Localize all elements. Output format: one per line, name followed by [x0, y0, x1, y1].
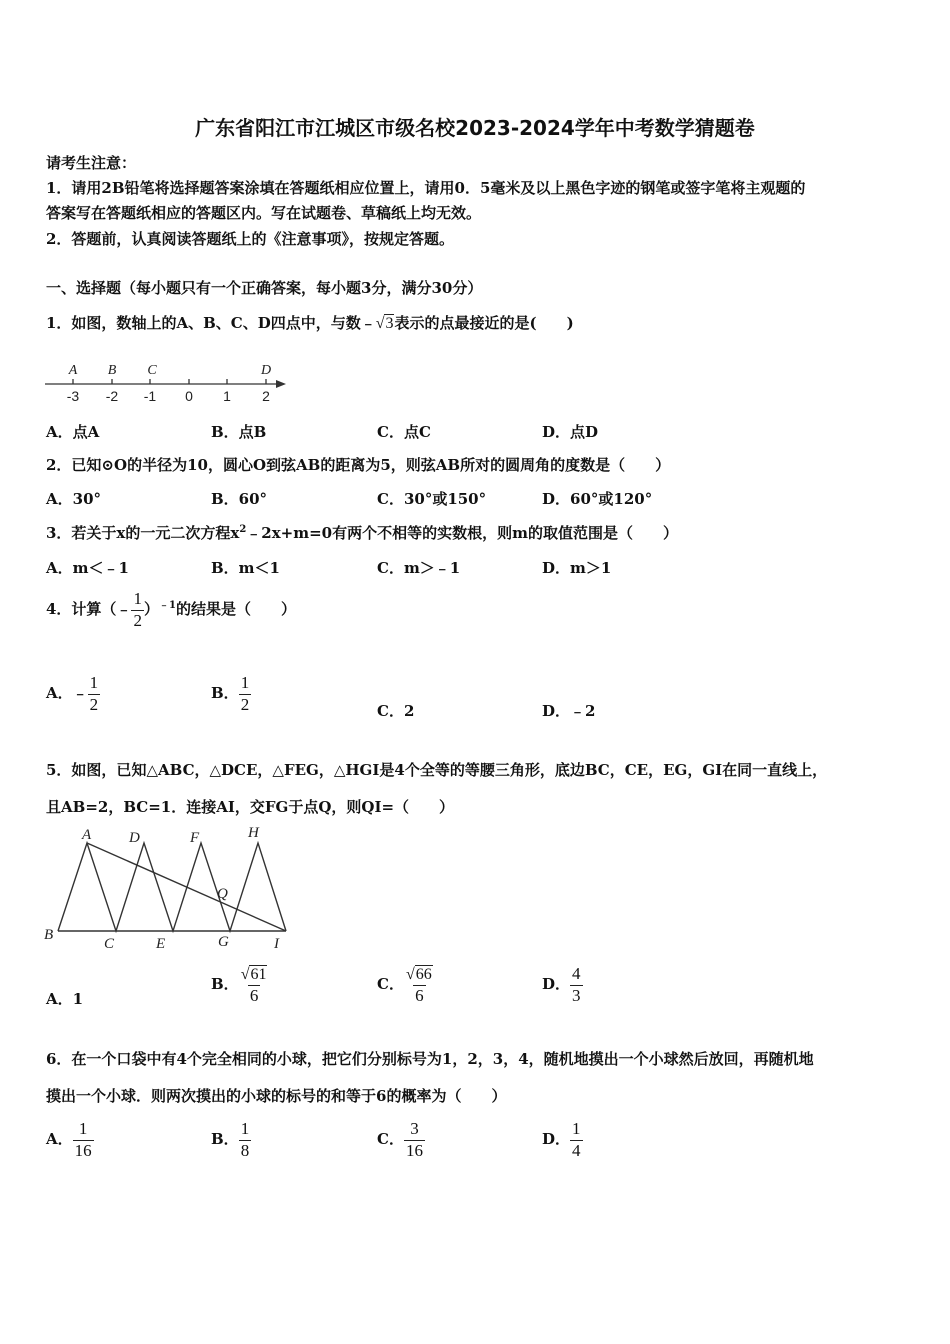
- q1-stem-b: 表示的点最接近的是( ): [394, 314, 574, 332]
- q3-option-d[interactable]: D．m＞1: [542, 559, 612, 577]
- svg-text:A: A: [82, 827, 92, 843]
- q6-option-a[interactable]: A． $\frac{1}{16}$: [46, 1119, 92, 1160]
- question-1-stem: [46, 312, 574, 333]
- tick-label: 1: [223, 388, 231, 404]
- svg-text:F: F: [190, 830, 200, 846]
- triangles-figure: [40, 822, 295, 954]
- question-3-stem: [46, 522, 678, 543]
- q3-stem-a: 3．若关于x的一元二次方程x: [46, 524, 240, 542]
- notice-line-1b: 答案写在答题纸相应的答题区内。写在试题卷、草稿纸上均无效。: [46, 204, 482, 222]
- q2-option-c[interactable]: C．30°或150°: [377, 490, 487, 508]
- point-label: C: [147, 363, 157, 378]
- question-5-stem-line-2: 且AB=2，BC=1．连接AI，交FG于点Q，则QI=（ ）: [46, 798, 455, 816]
- q2-option-b[interactable]: B．60°: [211, 490, 268, 508]
- q1-option-b[interactable]: B．点B: [211, 423, 267, 441]
- q4-option-b[interactable]: B． $\frac{1}{2}$: [211, 673, 250, 714]
- q4-option-c[interactable]: C．2: [377, 702, 415, 720]
- point-label: B: [107, 363, 117, 378]
- svg-text:G: G: [218, 934, 229, 950]
- question-4-stem: [46, 590, 296, 630]
- question-5-stem-line-1: 5．如图，已知△ABC，△DCE，△FEG，△HGI是4个全等的等腰三角形，底边BC，CE，EG，GI在同一直线上，: [46, 761, 828, 779]
- svg-text:I: I: [274, 936, 279, 952]
- q5-option-b[interactable]: B． $\frac{√61}{6}$: [211, 966, 267, 1005]
- q4-stem-b: ）: [143, 600, 159, 619]
- q3-superscript: 2: [239, 524, 247, 535]
- q1-option-c[interactable]: C．点C: [377, 423, 431, 441]
- q2-option-d[interactable]: D．60°或120°: [542, 490, 653, 508]
- q1-stem-a: 1．如图，数轴上的A、B、C、D四点中，与数﹣: [46, 314, 376, 332]
- notice-line-1: 1．请用2B铅笔将选择题答案涂填在答题纸相应位置上，请用0．5毫米及以上黑色字迹的钢笔或签字笔将主观题的: [46, 179, 806, 197]
- tick-label: -3: [66, 388, 80, 404]
- q6-option-c[interactable]: C． $\frac{3}{16}$: [377, 1119, 423, 1160]
- q3-option-a[interactable]: A．m＜﹣1: [46, 559, 129, 577]
- q1-option-a[interactable]: A．点A: [46, 423, 100, 441]
- question-6-stem-line-1: 6．在一个口袋中有4个完全相同的小球，把它们分别标号为1，2，3，4，随机地摸出一个小球然后放回，再随机地: [46, 1050, 814, 1068]
- q4-stem-a: 4．计算（﹣: [46, 600, 132, 619]
- question-2-stem: 2．已知⊙O的半径为10，圆心O到弦AB的距离为5，则弦AB所对的圆周角的度数是（ ）: [46, 456, 671, 474]
- tick-label: -1: [143, 388, 157, 404]
- svg-text:H: H: [248, 825, 259, 841]
- q3-option-b[interactable]: B．m＜1: [211, 559, 280, 577]
- svg-text:E: E: [156, 936, 166, 952]
- question-6-stem-line-2: 摸出一个小球．则两次摸出的小球的标号的和等于6的概率为（ ）: [46, 1087, 507, 1105]
- point-label: D: [260, 363, 272, 378]
- tick-label: -2: [105, 388, 119, 404]
- q6-option-d[interactable]: D． $\frac{1}{4}$: [542, 1119, 581, 1160]
- svg-text:Q: Q: [217, 886, 228, 902]
- point-label: A: [68, 363, 78, 378]
- q3-stem-b: ﹣2x+m=0有两个不相等的实数根，则m的取值范围是（ ）: [246, 524, 678, 542]
- q6-option-b[interactable]: B． $\frac{1}{8}$: [211, 1119, 250, 1160]
- q5-option-d[interactable]: D． $\frac{4}{3}$: [542, 964, 581, 1005]
- q3-option-c[interactable]: C．m＞﹣1: [377, 559, 461, 577]
- page-title: 广东省阳江市江城区市级名校2023-2024学年中考数学猜题卷: [195, 116, 755, 140]
- q4-stem-c: 的结果是（ ）: [175, 600, 296, 619]
- q5-option-a[interactable]: A．1: [46, 990, 84, 1008]
- q2-option-a[interactable]: A．30°: [46, 490, 102, 508]
- svg-text:C: C: [104, 936, 115, 952]
- sqrt-3: √3: [375, 315, 394, 332]
- notice-heading: 请考生注意：: [46, 154, 137, 172]
- q1-option-d[interactable]: D．点D: [542, 423, 599, 441]
- number-line: [40, 356, 290, 406]
- tick-label: 0: [185, 388, 193, 404]
- section-heading: 一、选择题（每小题只有一个正确答案，每小题3分，满分30分）: [46, 279, 483, 297]
- tick-label: 2: [262, 388, 270, 404]
- svg-text:D: D: [129, 830, 140, 846]
- q5-option-c[interactable]: C． $\frac{√66}{6}$: [377, 966, 432, 1005]
- notice-line-2: 2．答题前，认真阅读答题纸上的《注意事项》，按规定答题。: [46, 230, 454, 248]
- q4-superscript: ﹣1: [158, 600, 176, 612]
- q4-option-d[interactable]: D．﹣2: [542, 702, 596, 720]
- q4-option-a[interactable]: A．﹣ $\frac{1}{2}$: [46, 673, 99, 714]
- svg-text:B: B: [44, 927, 54, 943]
- q4-fraction: $\frac{1}{2}$: [133, 589, 142, 630]
